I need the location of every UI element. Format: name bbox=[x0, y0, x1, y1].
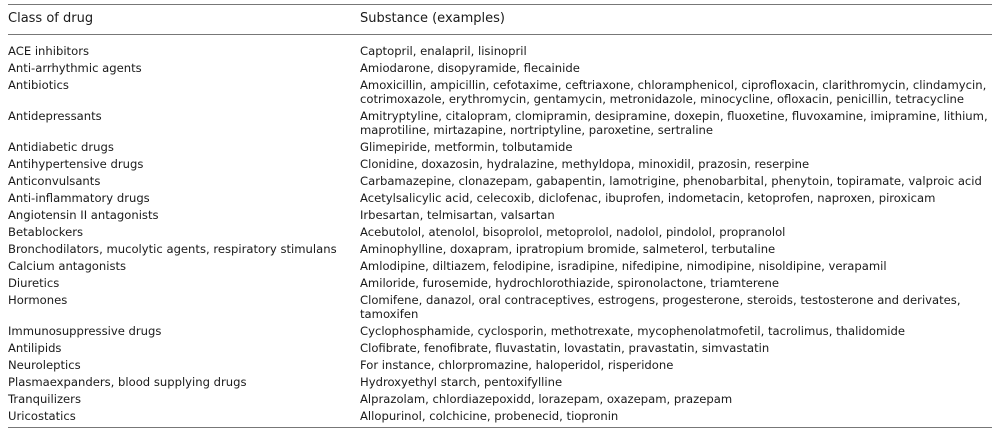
header-row bbox=[8, 5, 992, 35]
substance-examples-cell: Carbamazepine, clonazepam, gabapentin, lamotrigine, phenobarbital, phenytoin, topiramate, valproic acid bbox=[360, 174, 982, 188]
table-row bbox=[8, 207, 992, 224]
substance-examples-cell: Captopril, enalapril, lisinopril bbox=[360, 44, 527, 58]
drug-class-cell: Diuretics bbox=[8, 276, 60, 290]
drug-class-cell: Immunosuppressive drugs bbox=[8, 324, 162, 338]
drug-class-cell: Anti-arrhythmic agents bbox=[8, 61, 142, 75]
substance-examples-cell: Amitryptyline, citalopram, clomipramin, desipramine, doxepin, fluoxetine, fluvoxamine, imipramine, lithium, maprotiline, mirtazapine, nortriptyline, paroxetine, sertraline bbox=[360, 109, 988, 137]
drug-class-cell: Anticonvulsants bbox=[8, 174, 101, 188]
drug-class-cell: Uricostatics bbox=[8, 408, 360, 428]
drug-table-container bbox=[8, 4, 992, 428]
table-row bbox=[8, 323, 992, 340]
substance-examples-cell: Acebutolol, atenolol, bisoprolol, metoprolol, nadolol, pindolol, propranolol bbox=[360, 225, 786, 239]
table-header bbox=[8, 5, 992, 35]
drug-class-cell: Antilipids bbox=[8, 341, 62, 355]
substance-examples-cell: Aminophylline, doxapram, ipratropium bromide, salmeterol, terbutaline bbox=[360, 242, 776, 256]
drug-class-cell: Antidiabetic drugs bbox=[8, 140, 114, 154]
substance-examples-cell: Amlodipine, diltiazem, felodipine, isradipine, nifedipine, nimodipine, nisoldipine, verapamil bbox=[360, 259, 887, 273]
drug-class-cell: Antihypertensive drugs bbox=[8, 157, 144, 171]
table-row bbox=[8, 391, 992, 408]
header-substance-examples: Substance (examples) bbox=[360, 5, 992, 35]
drug-class-cell: Anti-inflammatory drugs bbox=[8, 191, 150, 205]
substance-examples-cell: Irbesartan, telmisartan, valsartan bbox=[360, 208, 555, 222]
substance-examples-cell: Hydroxyethyl starch, pentoxifylline bbox=[360, 375, 563, 389]
substance-examples-cell: Amoxicillin, ampicillin, cefotaxime, ceftriaxone, chloramphenicol, ciprofloxacin, clarithromycin, clindamycin, cotrimoxazole, erythromycin, gentamycin, metronidazole, minocycline, ofloxacin, penicillin, tetracycline bbox=[360, 78, 987, 106]
drug-class-cell: ACE inhibitors bbox=[8, 44, 89, 58]
table-row bbox=[8, 357, 992, 374]
table-row bbox=[8, 139, 992, 156]
table-row bbox=[8, 60, 992, 77]
substance-examples-cell: Clonidine, doxazosin, hydralazine, methyldopa, minoxidil, prazosin, reserpine bbox=[360, 157, 810, 171]
table-body bbox=[8, 35, 992, 428]
drug-class-cell: Antidepressants bbox=[8, 109, 102, 123]
substance-examples-cell: Amiodarone, disopyramide, flecainide bbox=[360, 61, 580, 75]
drug-class-cell: Calcium antagonists bbox=[8, 259, 127, 273]
table-row bbox=[8, 258, 992, 275]
drug-classes-table bbox=[8, 4, 992, 428]
table-row bbox=[8, 241, 992, 258]
substance-examples-cell: Glimepiride, metformin, tolbutamide bbox=[360, 140, 573, 154]
table-row bbox=[8, 292, 992, 323]
table-row bbox=[8, 190, 992, 207]
drug-class-cell: Angiotensin II antagonists bbox=[8, 208, 159, 222]
table-row bbox=[8, 35, 992, 61]
substance-examples-cell: Alprazolam, chlordiazepoxidd, lorazepam, oxazepam, prazepam bbox=[360, 392, 733, 406]
drug-class-cell: Neuroleptics bbox=[8, 358, 81, 372]
table-row bbox=[8, 374, 992, 391]
drug-class-cell: Betablockers bbox=[8, 225, 84, 239]
substance-examples-cell: Cyclophosphamide, cyclosporin, methotrexate, mycophenolatmofetil, tacrolimus, thalidomide bbox=[360, 324, 905, 338]
table-row bbox=[8, 224, 992, 241]
substance-examples-cell: Acetylsalicylic acid, celecoxib, diclofenac, ibuprofen, indometacin, ketoprofen, naproxen, piroxicam bbox=[360, 191, 936, 205]
substance-examples-cell: For instance, chlorpromazine, haloperidol, risperidone bbox=[360, 358, 674, 372]
substance-examples-cell: Allopurinol, colchicine, probenecid, tiopronin bbox=[360, 408, 992, 428]
drug-class-cell: Antibiotics bbox=[8, 78, 69, 92]
drug-class-cell: Hormones bbox=[8, 293, 68, 307]
table-row bbox=[8, 275, 992, 292]
table-row bbox=[8, 173, 992, 190]
drug-class-cell: Tranquilizers bbox=[8, 392, 81, 406]
drug-class-cell: Bronchodilators, mucolytic agents, respiratory stimulans bbox=[8, 242, 337, 256]
drug-class-cell: Plasmaexpanders, blood supplying drugs bbox=[8, 375, 247, 389]
substance-examples-cell: Clofibrate, fenofibrate, fluvastatin, lovastatin, pravastatin, simvastatin bbox=[360, 341, 770, 355]
header-class-of-drug: Class of drug bbox=[8, 5, 360, 35]
table-row bbox=[8, 156, 992, 173]
substance-examples-cell: Amiloride, furosemide, hydrochlorothiazide, spironolactone, triamterene bbox=[360, 276, 779, 290]
table-row bbox=[8, 77, 992, 108]
table-row bbox=[8, 108, 992, 139]
table-row bbox=[8, 408, 992, 428]
substance-examples-cell: Clomifene, danazol, oral contraceptives, estrogens, progesterone, steroids, testosterone and derivates, tamoxifen bbox=[360, 293, 961, 321]
table-row bbox=[8, 340, 992, 357]
